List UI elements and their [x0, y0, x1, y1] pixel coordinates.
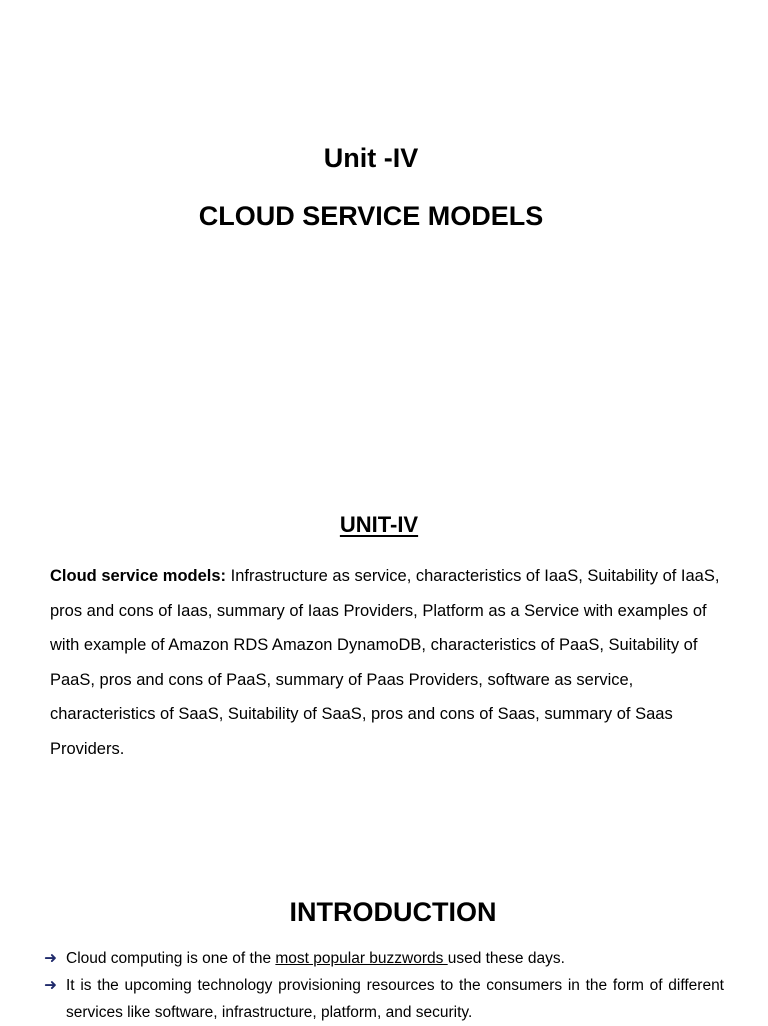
unit-title: Unit -IV [323, 143, 419, 173]
right-arrow-icon: ➜ [44, 977, 57, 994]
syllabus-heading: UNIT-IV [339, 512, 419, 537]
syllabus-label: Cloud service models: [50, 567, 227, 585]
bullet-text-before: Cloud computing is one of the [66, 950, 276, 967]
bullet-text-after: used these days. [447, 950, 565, 967]
list-item [44, 972, 724, 1026]
list-item [44, 945, 724, 972]
syllabus-text: Infrastructure as service, characteristics of IaaS, Suitability of IaaS, pros and cons of Iaas, summary of Iaas Providers, Platform as a Service with examples of with example of Amazon RDS Amazon DynamoDB, characteristics of PaaS, Suitability of PaaS, pros and cons of PaaS, summary of Paas Providers, software as service, characteristics of SaaS, Suitability of SaaS, pros and cons of Saas, summary of Saas Providers. [50, 567, 720, 758]
bullet-text: It is the upcoming technology provisioning resources to the consumers in the form of different services like software, infrastructure, platform, and security. [66, 977, 724, 1021]
right-arrow-icon: ➜ [44, 950, 57, 967]
introduction-bullet-list [44, 945, 724, 1026]
introduction-heading: INTRODUCTION [289, 897, 497, 927]
document-title: CLOUD SERVICE MODELS [198, 201, 544, 231]
underlined-phrase: most popular buzzwords [275, 950, 448, 967]
syllabus-paragraph [50, 559, 720, 767]
